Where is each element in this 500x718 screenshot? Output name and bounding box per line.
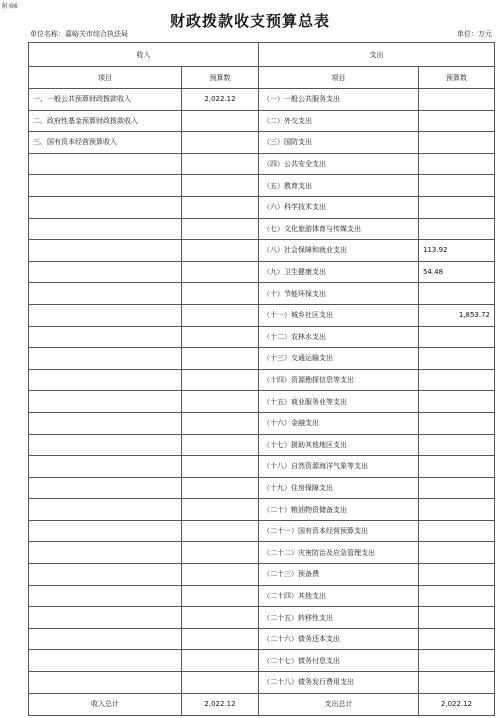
income-item-cell — [29, 412, 182, 434]
table-body — [29, 89, 495, 694]
expense-value-cell — [419, 499, 495, 521]
income-item-cell: 三、国有资本经营预算收入 — [29, 132, 182, 154]
income-value-cell — [182, 326, 259, 348]
income-value-cell — [182, 153, 259, 175]
expense-item-cell: （五）教育支出 — [259, 175, 419, 197]
expense-value-cell — [419, 132, 495, 154]
income-item-cell — [29, 607, 182, 629]
income-item-cell — [29, 240, 182, 262]
table-row — [29, 672, 495, 694]
currency-unit: 单位：万元 — [457, 30, 492, 38]
expense-item-cell: （九）卫生健康支出 — [259, 261, 419, 283]
table-row — [29, 650, 495, 672]
income-item-cell — [29, 499, 182, 521]
income-item-cell — [29, 391, 182, 413]
income-value-cell — [182, 672, 259, 694]
table-row — [29, 196, 495, 218]
expense-item-cell: （六）科学技术支出 — [259, 196, 419, 218]
table-row — [29, 218, 495, 240]
table-row — [29, 607, 495, 629]
income-item-cell — [29, 196, 182, 218]
expense-value-cell — [419, 391, 495, 413]
table-row — [29, 434, 495, 456]
income-item-header: 项目 — [29, 67, 182, 89]
budget-table — [28, 42, 495, 716]
income-item-cell — [29, 672, 182, 694]
expense-value-cell — [419, 434, 495, 456]
expense-value-cell — [419, 672, 495, 694]
unit-name: 单位名称：嘉峪关市综合执法局 — [30, 30, 128, 38]
expense-value-cell — [419, 369, 495, 391]
income-item-cell — [29, 434, 182, 456]
income-value-cell — [182, 132, 259, 154]
expense-value-cell — [419, 153, 495, 175]
income-total-label: 收入总计 — [29, 693, 182, 715]
income-value-cell — [182, 218, 259, 240]
income-item-cell — [29, 348, 182, 370]
expense-item-cell: （十七）援助其他地区支出 — [259, 434, 419, 456]
income-value-cell — [182, 110, 259, 132]
expense-item-cell: （二十五）转移性支出 — [259, 607, 419, 629]
expense-item-header: 项目 — [259, 67, 419, 89]
table-row — [29, 261, 495, 283]
table-row — [29, 391, 495, 413]
income-value-cell — [182, 304, 259, 326]
page-title: 财政拨款收支预算总表 — [169, 12, 330, 30]
expense-value-cell: 54.48 — [419, 261, 495, 283]
income-value-cell — [182, 412, 259, 434]
table-row — [29, 326, 495, 348]
expense-value-cell — [419, 218, 495, 240]
income-item-cell — [29, 477, 182, 499]
expense-value-cell — [419, 650, 495, 672]
expense-value-cell — [419, 196, 495, 218]
expense-value-cell — [419, 283, 495, 305]
income-item-cell — [29, 585, 182, 607]
attachment-label: 附表6 — [2, 3, 18, 10]
table-row — [29, 348, 495, 370]
table-row — [29, 542, 495, 564]
expense-total-value: 2,022.12 — [419, 693, 495, 715]
expense-item-cell: （二十一）国有资本经营预算支出 — [259, 520, 419, 542]
income-item-cell — [29, 261, 182, 283]
income-value-cell — [182, 196, 259, 218]
income-item-cell — [29, 175, 182, 197]
income-value-cell — [182, 456, 259, 478]
table-row — [29, 499, 495, 521]
expense-value-cell: 1,853.72 — [419, 304, 495, 326]
expense-value-cell — [419, 89, 495, 111]
income-value-cell — [182, 520, 259, 542]
expense-item-cell: （十五）商业服务业等支出 — [259, 391, 419, 413]
expense-item-cell: （二十四）其他支出 — [259, 585, 419, 607]
expense-item-cell: （二十）粮油物资储备支出 — [259, 499, 419, 521]
expense-value-cell: 113.92 — [419, 240, 495, 262]
expense-item-cell: （三）国防支出 — [259, 132, 419, 154]
table-row — [29, 89, 495, 111]
expense-item-cell: （二十二）灾害防治及应急管理支出 — [259, 542, 419, 564]
income-value-cell — [182, 240, 259, 262]
table-row — [29, 110, 495, 132]
income-item-cell — [29, 456, 182, 478]
expense-item-cell: （八）社会保障和就业支出 — [259, 240, 419, 262]
income-value-cell — [182, 477, 259, 499]
expense-item-cell: （十八）自然资源海洋气象等支出 — [259, 456, 419, 478]
income-value-cell — [182, 628, 259, 650]
table-row — [29, 240, 495, 262]
income-value-cell — [182, 585, 259, 607]
income-value-cell — [182, 542, 259, 564]
income-value-cell — [182, 564, 259, 586]
income-item-cell — [29, 369, 182, 391]
expense-value-cell — [419, 110, 495, 132]
expense-item-cell: （二十三）预备费 — [259, 564, 419, 586]
expense-value-cell — [419, 175, 495, 197]
totals-row — [29, 693, 495, 715]
table-row — [29, 412, 495, 434]
expense-value-cell — [419, 564, 495, 586]
expense-item-cell: （十二）农林水支出 — [259, 326, 419, 348]
expense-item-cell: （十九）住房保障支出 — [259, 477, 419, 499]
expense-value-cell — [419, 412, 495, 434]
income-value-cell — [182, 283, 259, 305]
expense-item-cell: （十三）交通运输支出 — [259, 348, 419, 370]
income-item-cell — [29, 520, 182, 542]
expense-value-cell — [419, 326, 495, 348]
income-value-cell — [182, 391, 259, 413]
table-row — [29, 628, 495, 650]
expense-value-cell — [419, 520, 495, 542]
table-row — [29, 564, 495, 586]
table-row — [29, 304, 495, 326]
expense-item-cell: （一）一般公共服务支出 — [259, 89, 419, 111]
expense-value-cell — [419, 348, 495, 370]
expense-item-cell: （十六）金融支出 — [259, 412, 419, 434]
income-value-cell — [182, 369, 259, 391]
income-item-cell — [29, 218, 182, 240]
income-budget-header: 预算数 — [182, 67, 259, 89]
income-value-cell — [182, 434, 259, 456]
expense-value-cell — [419, 628, 495, 650]
table-row — [29, 283, 495, 305]
expense-value-cell — [419, 607, 495, 629]
income-item-cell: 一、一般公共预算财政拨款收入 — [29, 89, 182, 111]
expense-item-cell: （二）外交支出 — [259, 110, 419, 132]
expense-item-cell: （二十八）债务发行费用支出 — [259, 672, 419, 694]
income-value-cell — [182, 348, 259, 370]
income-value-cell — [182, 650, 259, 672]
expense-item-cell: （七）文化旅游体育与传媒支出 — [259, 218, 419, 240]
table-row — [29, 456, 495, 478]
expense-item-cell: （十）节能环保支出 — [259, 283, 419, 305]
expense-item-cell: （四）公共安全支出 — [259, 153, 419, 175]
table-row — [29, 153, 495, 175]
income-item-cell — [29, 283, 182, 305]
table-row — [29, 132, 495, 154]
expense-value-cell — [419, 456, 495, 478]
expense-item-cell: （二十七）债务付息支出 — [259, 650, 419, 672]
expense-budget-header: 预算数 — [419, 67, 495, 89]
expense-value-cell — [419, 477, 495, 499]
income-value-cell: 2,022.12 — [182, 89, 259, 111]
table-row — [29, 175, 495, 197]
income-value-cell — [182, 499, 259, 521]
expense-item-cell: （十四）资源勘探信息等支出 — [259, 369, 419, 391]
expense-value-cell — [419, 542, 495, 564]
income-item-cell — [29, 650, 182, 672]
expense-value-cell — [419, 585, 495, 607]
table-row — [29, 520, 495, 542]
income-item-cell — [29, 564, 182, 586]
income-value-cell — [182, 175, 259, 197]
income-item-cell — [29, 628, 182, 650]
expense-item-cell: （十一）城乡社区支出 — [259, 304, 419, 326]
expense-header: 支出 — [259, 43, 495, 67]
income-value-cell — [182, 261, 259, 283]
income-value-cell — [182, 607, 259, 629]
table-row — [29, 369, 495, 391]
income-item-cell — [29, 542, 182, 564]
income-item-cell — [29, 153, 182, 175]
expense-total-label: 支出总计 — [259, 693, 419, 715]
income-header: 收入 — [29, 43, 259, 67]
expense-item-cell: （二十六）债务还本支出 — [259, 628, 419, 650]
income-total-value: 2,022.12 — [182, 693, 259, 715]
income-item-cell — [29, 304, 182, 326]
income-item-cell: 二、政府性基金预算财政拨款收入 — [29, 110, 182, 132]
income-item-cell — [29, 326, 182, 348]
table-row — [29, 585, 495, 607]
table-row — [29, 477, 495, 499]
